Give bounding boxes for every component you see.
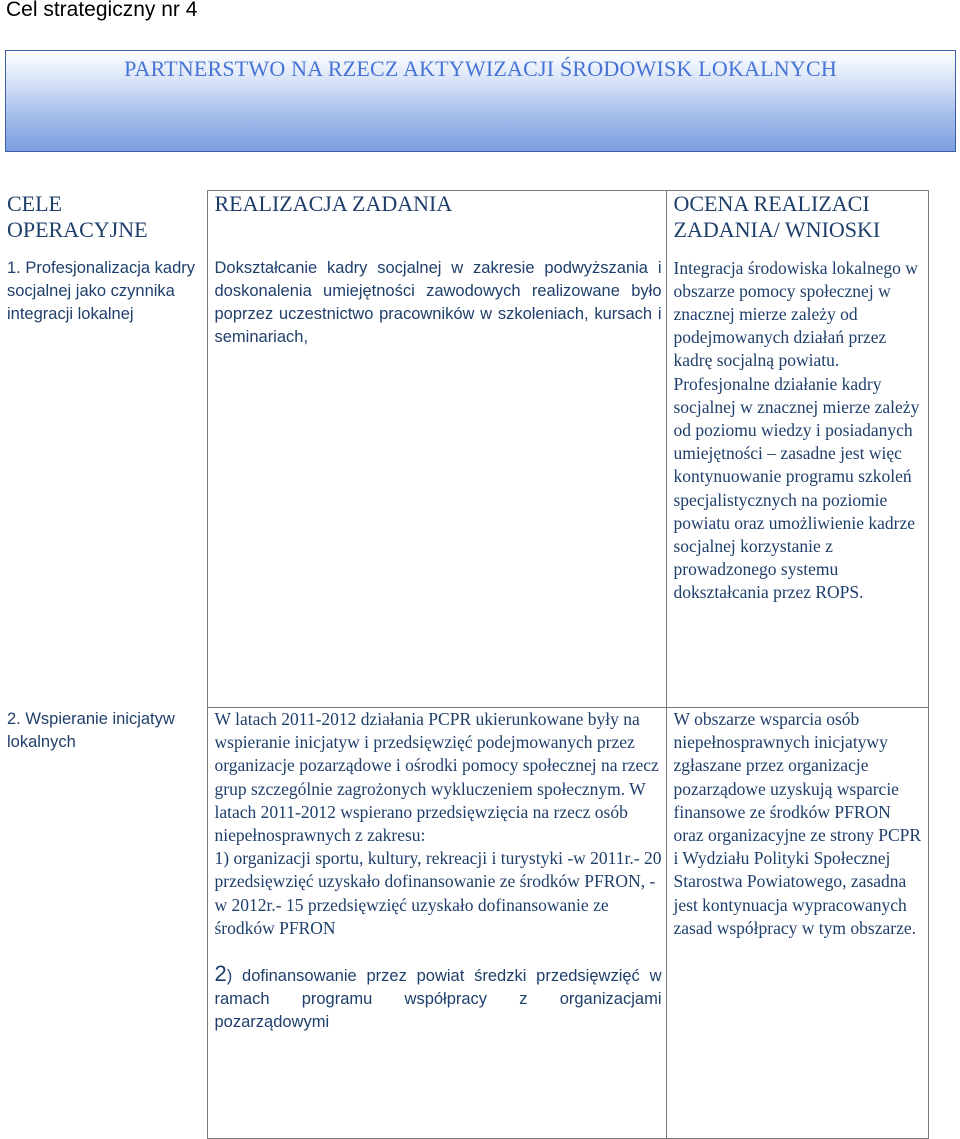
- header-assessment-label: OCENA REALIZACI ZADANIA/ WNIOSKI: [673, 191, 881, 242]
- assessment-cell: [666, 257, 928, 708]
- table-row: [0, 257, 928, 708]
- realization-paragraph: 1) organizacji sportu, kultury, rekreacji i turystyki -w 2011r.- 20 przedsięwzięć uzyskało dofinansowanie ze środków PFRON, -w 2012r.- 15 przedsięwzięć uzyskało dofinansowanie ze środków PFRON: [214, 848, 662, 938]
- header-goals-label: CELE OPERACYJNE: [7, 190, 148, 242]
- goal-banner: [5, 50, 956, 152]
- realization-text: Dokształcanie kadry socjalnej w zakresie podwyższania i doskonalenia umiejętności zawodowych realizowane było poprzez uczestnictwo pracowników w szkoleniach, kursach i seminariach,: [214, 258, 662, 346]
- realization-cell: [207, 257, 666, 708]
- realization-item-text: ) dofinansowanie przez powiat średzki przedsięwzięć w ramach programu współpracy z organizacjami pozarządowymi: [214, 967, 662, 1032]
- realization-cell: [207, 708, 666, 1139]
- table-header-row: [0, 191, 928, 257]
- assessment-cell: [666, 708, 928, 1139]
- goal-cell: [0, 257, 207, 708]
- header-cell-realization: [207, 191, 666, 257]
- goal-text: 2. Wspieranie inicjatyw lokalnych: [7, 709, 175, 751]
- realization-paragraph: W latach 2011-2012 działania PCPR ukierunkowane były na wspieranie inicjatyw i przedsięwzięć podejmowanych przez organizacje pozarządowe i ośrodki pomocy społecznej na rzecz grup szczególnie zagrożonych wykluczeniem społecznym. W latach 2011-2012 wspierano przedsięwzięcia na rzecz osób niepełnosprawnych z zakresu:: [214, 709, 659, 846]
- realization-paragraph: [215, 962, 662, 1034]
- header-cell-goals: [0, 191, 207, 257]
- goal-cell: [0, 708, 207, 1139]
- table-row: [0, 708, 928, 1139]
- header-cell-assessment: [666, 191, 928, 257]
- goals-table: [0, 190, 929, 1139]
- banner-title: PARTNERSTWO NA RZECZ AKTYWIZACJI ŚRODOWISK LOKALNYCH: [124, 56, 837, 81]
- page-heading: Cel strategiczny nr 4: [6, 0, 198, 21]
- goal-text: 1. Profesjonalizacja kadry socjalnej jako czynnika integracji lokalnej: [7, 258, 196, 323]
- assessment-paragraph: Profesjonalne działanie kadry socjalnej w znacznej mierze zależy od poziomu wiedzy i posiadanych umiejętności – zasadne jest więc kontynuowanie programu szkoleń specjalistycznych na poziomie powiatu oraz umożliwienie kadrze socjalnej korzystanie z prowadzonego systemu dokształcania przez ROPS.: [673, 373, 920, 603]
- assessment-paragraph: Integracja środowiska lokalnego w obszarze pomocy społecznej w znacznej mierze zależy od podejmowanych działań przez kadrę socjalną powiatu.: [673, 257, 918, 371]
- header-realization-label: REALIZACJA ZADANIA: [214, 191, 453, 216]
- assessment-text: W obszarze wsparcia osób niepełnosprawnych inicjatywy zgłaszane przez organizacje pozarządowe uzyskują wsparcie finansowe ze środków PFRON oraz organizacyjne ze strony PCPR i Wydziału Polityki Społecznej Starostwa Powiatowego, zasadna jest kontynuacja wypracowanych zasad współpracy w tym obszarze.: [673, 709, 922, 938]
- list-number: 2: [214, 961, 227, 987]
